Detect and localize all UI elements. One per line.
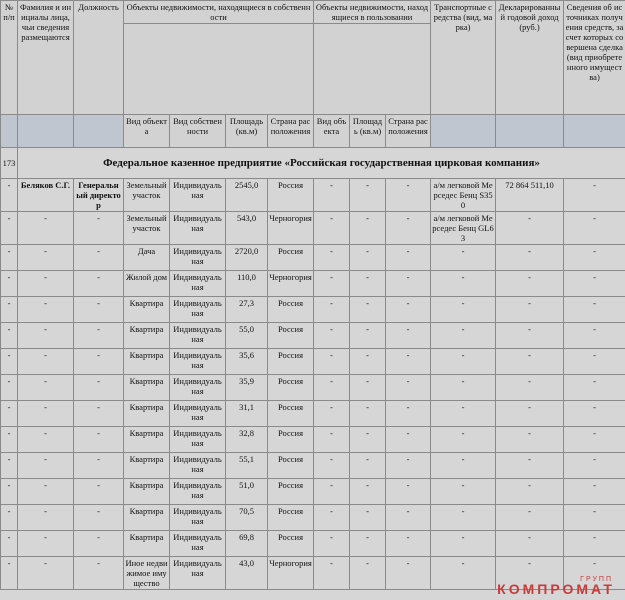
table-row [1,271,625,297]
cell-obj: Квартира [124,349,170,375]
sub-blank-3 [74,115,124,148]
cell-num: - [1,212,18,245]
subheader-row [1,115,625,148]
cell-u-area: - [350,531,386,557]
cell-u-obj: - [314,427,350,453]
cell-area: 51,0 [226,479,268,505]
row-number: 173 [1,148,18,179]
cell-u-country: - [386,557,431,590]
cell-name: - [18,349,74,375]
cell-num: - [1,557,18,590]
cell-position: - [74,427,124,453]
cell-income: - [496,531,564,557]
cell-name: - [18,453,74,479]
cell-u-country: - [386,453,431,479]
cell-num: - [1,297,18,323]
cell-u-area: - [350,557,386,590]
cell-transport: - [431,245,496,271]
cell-country: Черногория [268,271,314,297]
cell-own: Индивидуальная [170,271,226,297]
cell-obj: Квартира [124,505,170,531]
cell-area: 110,0 [226,271,268,297]
cell-num: - [1,427,18,453]
cell-name: - [18,297,74,323]
cell-u-obj: - [314,453,350,479]
cell-income: 72 864 511,10 [496,179,564,212]
cell-income: - [496,505,564,531]
cell-u-area: - [350,271,386,297]
table-row [1,179,625,212]
cell-area: 35,9 [226,375,268,401]
cell-area: 35,6 [226,349,268,375]
cell-u-obj: - [314,479,350,505]
cell-income: - [496,427,564,453]
sub-own-type: Вид собственности [170,115,226,148]
cell-transport: - [431,401,496,427]
cell-own: Индивидуальная [170,479,226,505]
cell-transport: - [431,453,496,479]
watermark-sup: ГРУПП [580,576,613,583]
cell-country: Россия [268,297,314,323]
cell-u-area: - [350,179,386,212]
cell-u-area: - [350,427,386,453]
declaration-rows [1,179,625,590]
sub-u-obj-type: Вид объекта [314,115,350,148]
cell-position: - [74,505,124,531]
table-row [1,531,625,557]
cell-name: - [18,401,74,427]
cell-position: - [74,375,124,401]
cell-obj: Квартира [124,427,170,453]
cell-u-area: - [350,479,386,505]
cell-position: - [74,212,124,245]
sub-blank-6 [564,115,625,148]
cell-sources: - [564,479,625,505]
cell-obj: Квартира [124,297,170,323]
cell-name: - [18,505,74,531]
table-row [1,323,625,349]
cell-u-area: - [350,401,386,427]
cell-sources: - [564,179,625,212]
cell-num: - [1,271,18,297]
table-row [1,297,625,323]
cell-name: - [18,427,74,453]
cell-income: - [496,212,564,245]
cell-sources: - [564,212,625,245]
cell-u-country: - [386,323,431,349]
cell-sources: - [564,349,625,375]
cell-country: Россия [268,179,314,212]
cell-u-area: - [350,505,386,531]
cell-obj: Квартира [124,401,170,427]
cell-u-country: - [386,531,431,557]
table-row [1,349,625,375]
cell-position: - [74,479,124,505]
header-num: № п/п [1,1,18,115]
cell-area: 55,0 [226,323,268,349]
cell-name: - [18,375,74,401]
cell-name: - [18,212,74,245]
cell-country: Россия [268,505,314,531]
cell-u-area: - [350,349,386,375]
cell-own: Индивидуальная [170,505,226,531]
header-owned-space [124,24,314,115]
cell-u-area: - [350,375,386,401]
cell-income: - [496,401,564,427]
cell-obj: Земельный участок [124,179,170,212]
cell-num: - [1,479,18,505]
cell-position: - [74,557,124,590]
cell-u-country: - [386,212,431,245]
cell-area: 2720,0 [226,245,268,271]
cell-area: 27,3 [226,297,268,323]
cell-u-obj: - [314,179,350,212]
watermark-text: КОМПРОМАТ [497,581,615,597]
header-sources: Сведения об источниках получения средств, за счет которых совершена сделка (вид приобретенного имущества) [564,1,625,115]
watermark-logo [497,576,615,597]
sub-blank-5 [496,115,564,148]
cell-u-obj: - [314,531,350,557]
cell-u-area: - [350,323,386,349]
cell-position: Генеральный директор [74,179,124,212]
cell-num: - [1,349,18,375]
cell-transport: - [431,531,496,557]
cell-country: Россия [268,401,314,427]
cell-own: Индивидуальная [170,245,226,271]
cell-sources: - [564,401,625,427]
cell-own: Индивидуальная [170,323,226,349]
cell-u-obj: - [314,401,350,427]
cell-u-country: - [386,245,431,271]
cell-sources: - [564,297,625,323]
cell-obj: Иное недвижимое имущество [125,558,168,588]
cell-num: - [1,179,18,212]
cell-country: Черногория [268,212,314,245]
cell-country: Россия [268,531,314,557]
cell-own: Индивидуальная [170,212,226,245]
table-row [1,427,625,453]
cell-u-obj: - [314,557,350,590]
cell-position: - [74,297,124,323]
cell-income: - [496,479,564,505]
cell-obj: Квартира [124,323,170,349]
sub-blank-4 [431,115,496,148]
cell-u-obj: - [314,349,350,375]
header-income: Декларированный годовой доход (руб.) [496,1,564,115]
cell-u-obj: - [314,297,350,323]
cell-obj: Жилой дом [124,271,170,297]
cell-num: - [1,531,18,557]
cell-u-obj: - [314,212,350,245]
cell-own: Индивидуальная [170,453,226,479]
cell-u-area: - [350,297,386,323]
cell-income: - [496,557,564,590]
sub-country: Страна расположения [268,115,314,148]
cell-position: - [74,245,124,271]
cell-name: - [18,557,74,590]
cell-own: Индивидуальная [170,557,226,590]
header-fio: Фамилия и инициалы лица, чьи сведения размещаются [18,1,74,115]
cell-obj: Квартира [124,453,170,479]
cell-transport: - [431,323,496,349]
header-owned: Объекты недвижимости, находящиеся в собственности [124,1,314,24]
cell-u-obj: - [314,271,350,297]
cell-u-country: - [386,271,431,297]
cell-area: 32,8 [226,427,268,453]
cell-transport: - [431,375,496,401]
cell-country: Россия [268,349,314,375]
cell-country: Россия [268,453,314,479]
cell-own: Индивидуальная [170,531,226,557]
cell-transport: - [431,427,496,453]
cell-u-obj: - [314,323,350,349]
cell-name: Беляков С.Г. [18,179,74,212]
cell-obj: Дача [124,245,170,271]
sub-u-country: Страна расположения [386,115,431,148]
header-transport: Транспортные средства (вид, марка) [431,1,496,115]
company-title: Федеральное казенное предприятие «Российская государственная цирковая компания» [18,148,625,179]
sub-u-area: Площадь (кв.м) [350,115,386,148]
cell-name: - [18,323,74,349]
cell-obj: Квартира [124,375,170,401]
cell-u-obj: - [314,375,350,401]
cell-sources: - [564,531,625,557]
sub-blank-1 [1,115,18,148]
cell-u-country: - [386,427,431,453]
cell-transport: а/м легковой Мерседес Бенц GL63 [432,213,494,243]
cell-u-country: - [386,375,431,401]
cell-transport: - [431,557,496,590]
cell-u-obj: - [314,245,350,271]
cell-sources: - [564,557,625,590]
cell-obj: Квартира [124,479,170,505]
cell-income: - [496,375,564,401]
table-row [1,453,625,479]
cell-country: Россия [268,427,314,453]
cell-position: - [74,531,124,557]
cell-area: 31,1 [226,401,268,427]
cell-own: Индивидуальная [170,297,226,323]
cell-num: - [1,245,18,271]
cell-num: - [1,453,18,479]
cell-position: - [74,323,124,349]
cell-u-area: - [350,453,386,479]
table-row [1,401,625,427]
cell-sources: - [564,375,625,401]
cell-transport: - [431,479,496,505]
cell-own: Индивидуальная [170,427,226,453]
cell-income: - [496,271,564,297]
cell-area: 43,0 [226,557,268,590]
cell-own: Индивидуальная [170,349,226,375]
table-row [1,505,625,531]
cell-transport: - [431,505,496,531]
cell-position: - [74,349,124,375]
cell-obj: Земельный участок [124,212,170,245]
cell-transport: - [431,297,496,323]
cell-u-country: - [386,297,431,323]
cell-sources: - [564,453,625,479]
cell-area: 70,5 [226,505,268,531]
cell-position: - [74,453,124,479]
header-used: Объекты недвижимости, находящиеся в пользовании [314,1,431,24]
cell-u-area: - [350,212,386,245]
header-row [1,1,625,24]
cell-u-country: - [386,179,431,212]
cell-name: - [18,479,74,505]
cell-country: Россия [268,375,314,401]
cell-area: 55,1 [226,453,268,479]
table-row [1,245,625,271]
cell-area: 69,8 [226,531,268,557]
header-used-space [314,24,431,115]
cell-u-country: - [386,349,431,375]
cell-own: Индивидуальная [170,375,226,401]
cell-position: - [74,401,124,427]
cell-num: - [1,375,18,401]
table-row [1,375,625,401]
cell-obj: Квартира [124,531,170,557]
cell-transport: - [431,349,496,375]
cell-income: - [496,453,564,479]
cell-country: Черногория [268,557,314,590]
sub-obj-type: Вид объекта [124,115,170,148]
cell-name: - [18,531,74,557]
cell-name: - [18,271,74,297]
cell-u-country: - [386,401,431,427]
cell-sources: - [564,245,625,271]
cell-sources: - [564,323,625,349]
cell-num: - [1,401,18,427]
table-row [1,212,625,245]
cell-income: - [496,323,564,349]
cell-num: - [1,323,18,349]
cell-transport: - [431,271,496,297]
cell-income: - [496,349,564,375]
cell-name: - [18,245,74,271]
cell-country: Россия [268,245,314,271]
cell-area: 543,0 [226,212,268,245]
cell-sources: - [564,271,625,297]
cell-income: - [496,245,564,271]
cell-u-country: - [386,505,431,531]
company-row [1,148,625,179]
cell-own: Индивидуальная [170,401,226,427]
cell-area: 2545,0 [226,179,268,212]
cell-sources: - [564,505,625,531]
cell-num: - [1,505,18,531]
cell-sources: - [564,427,625,453]
header-position: Должность [74,1,124,115]
table-row [1,479,625,505]
cell-u-obj: - [314,505,350,531]
cell-position: - [74,271,124,297]
cell-income: - [496,297,564,323]
cell-country: Россия [268,323,314,349]
cell-u-country: - [386,479,431,505]
cell-country: Россия [268,479,314,505]
sub-blank-2 [18,115,74,148]
cell-u-area: - [350,245,386,271]
sub-area: Площадь (кв.м) [226,115,268,148]
cell-own: Индивидуальная [170,179,226,212]
cell-transport: а/м легковой Мерседес Бенц S350 [431,179,496,212]
